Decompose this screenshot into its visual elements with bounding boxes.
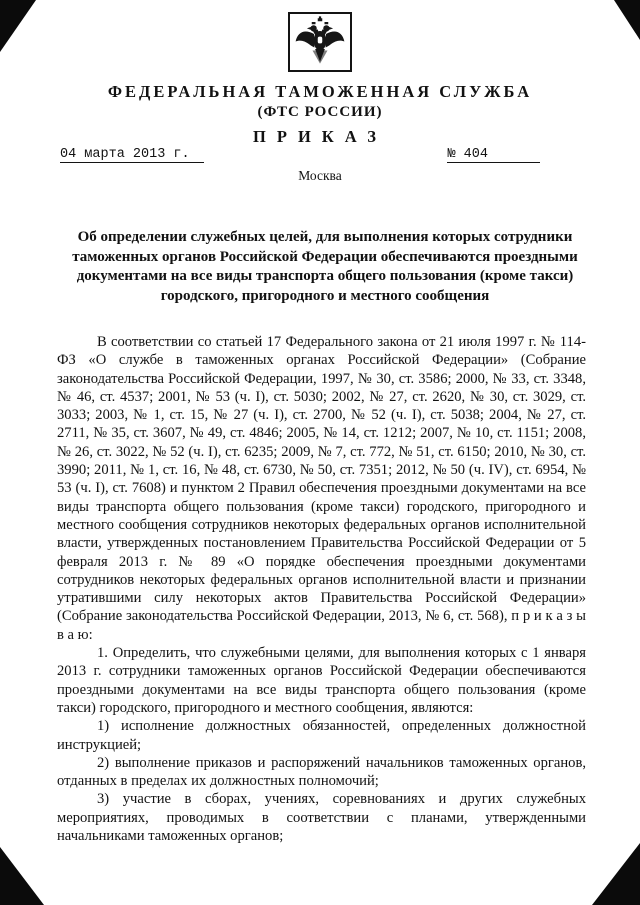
doc-number: № 404: [447, 147, 540, 163]
scan-corner-top-left: [0, 0, 36, 52]
doc-title: Об определении служебных целей, для выполнения которых сотрудники таможенных органов Российской Федерации обеспечиваются проездными документами на все виды транспорта общего пользования (кроме такси) городского, пригородного и местного сообщения: [72, 229, 578, 304]
scan-corner-bottom-left: [0, 847, 44, 905]
scan-corner-top-right: [614, 0, 640, 40]
org-abbrev-heading: (ФТС РОССИИ): [257, 104, 383, 120]
doc-city: Москва: [298, 168, 342, 183]
scan-corner-bottom-right: [592, 843, 640, 905]
date-number-row: [60, 147, 540, 163]
body-paragraph-subitem-1: 1) исполнение должностных обязанностей, определенных должностной инструкцией;: [57, 718, 586, 753]
body-paragraph-subitem-3: 3) участие в сборах, учениях, соревнованиях и других служебных мероприятиях, проводимых в соответствии с планами, утвержденными начальниками таможенных органов;: [57, 791, 586, 845]
coat-of-arms-box: [288, 12, 352, 72]
body-paragraph-preamble: В соответствии со статьей 17 Федерального закона от 21 июля 1997 г. № 114-ФЗ «О службе в таможенных органах Российской Федерации» (Собрание законодательства Российской Федерации, 1997, № 30, ст. 3586; 2000, № 33, ст. 3348, № 46, ст. 4537; 2001, № 53 (ч. I), ст. 5030; 2002, № 27, ст. 2620, № 30, ст. 3029, ст. 3033; 2003, № 1, ст. 15, № 27 (ч. I), ст. 2700, № 52 (ч. I), ст. 5038; 2004, № 27, ст. 2711, № 35, ст. 3607, № 49, ст. 4846; 2005, № 14, ст. 1212; 2007, № 10, ст. 1151; 2008, № 26, ст. 3022, № 52 (ч. I), ст. 6235; 2009, № 7, ст. 772, № 51, ст. 6150; 2010, № 30, ст. 3990; 2011, № 1, ст. 16, № 48, ст. 6730, № 50, ст. 7351; 2012, № 50 (ч. IV), ст. 6954, № 53 (ч. I), ст. 7608) и пунктом 2 Правил обеспечения проездными документами на все виды транспорта общего пользования (кроме такси) городского, пригородного и местного сообщения сотрудников некоторых федеральных органов исполнительной власти, утвержденных постановлением Правительства Российской Федерации от 5 февраля 2013 г. № 89 «О порядке обеспечения проездными документами сотрудников некоторых федеральных органов исполнительной власти и признании утратившими силу некоторых актов Правительства Российской Федерации» (Собрание законодательства Российской Федерации, 2013, № 6, ст. 568), п р и к а з ы в а ю:: [57, 334, 586, 643]
org-name-heading: ФЕДЕРАЛЬНАЯ ТАМОЖЕННАЯ СЛУЖБА: [107, 82, 533, 101]
double-headed-eagle-icon: [293, 15, 347, 70]
order-body: [57, 333, 586, 845]
body-paragraph-item-1: 1. Определить, что служебными целями, для выполнения которых с 1 января 2013 г. сотрудники таможенных органов Российской Федерации обеспечиваются проездными документами на все виды транспорта общего пользования (кроме такси) городского, пригородного и местного сообщения, являются:: [57, 645, 586, 716]
body-paragraph-subitem-2: 2) выполнение приказов и распоряжений начальников таможенных органов, отданных в пределах их должностных полномочий;: [57, 754, 586, 790]
doc-date: 04 марта 2013 г.: [60, 147, 204, 163]
doc-type-heading: ПРИКАЗ: [253, 127, 387, 146]
